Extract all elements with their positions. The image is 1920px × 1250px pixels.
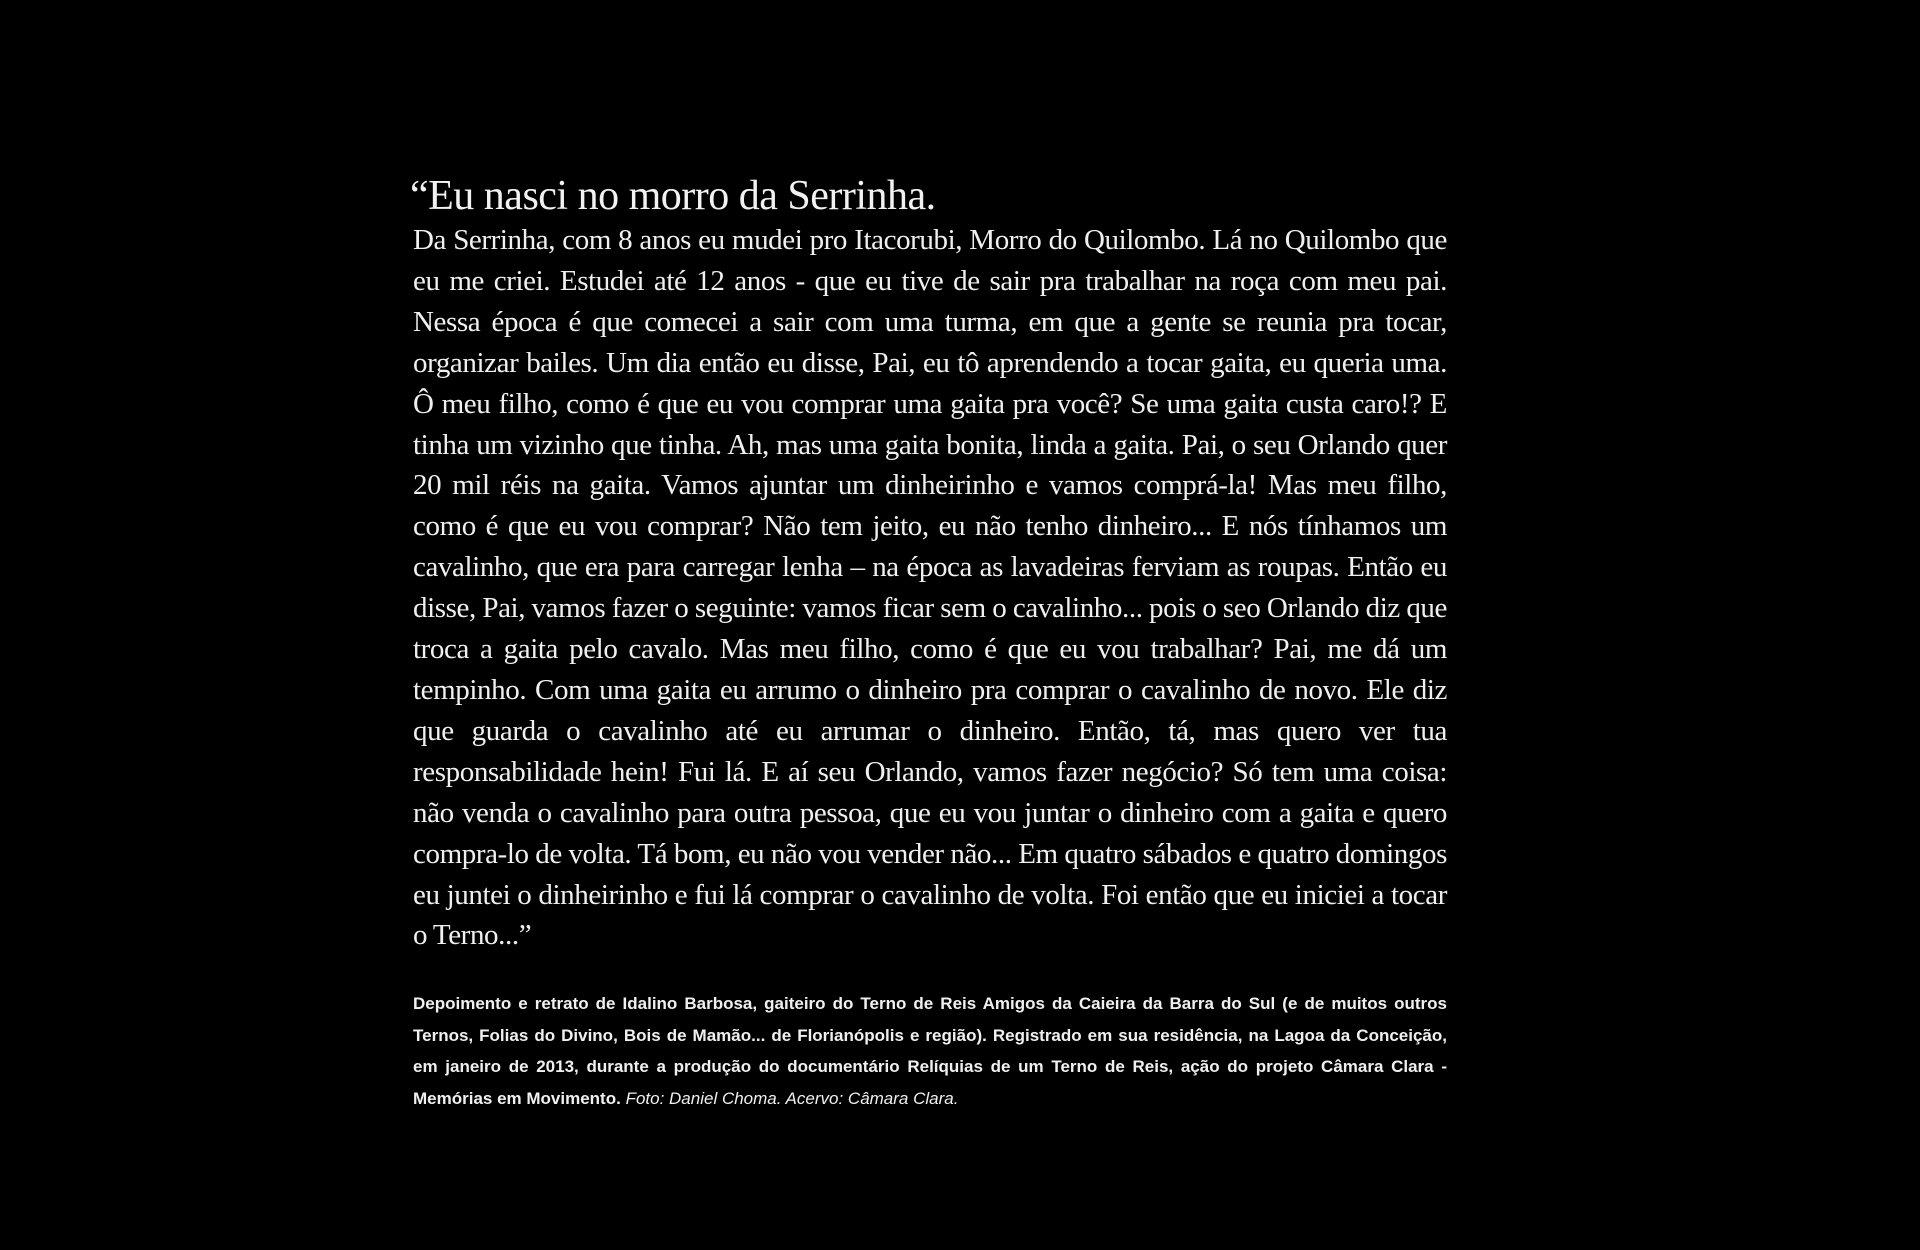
photo-credit: Foto: Daniel Choma. Acervo: Câmara Clara. [625, 1088, 959, 1108]
caption [413, 988, 1447, 1114]
quote-title: “Eu nasci no morro da Serrinha. [410, 173, 936, 219]
testimony-block [410, 172, 1447, 1114]
quote-body: Da Serrinha, com 8 anos eu mudei pro Itacorubi, Morro do Quilombo. Lá no Quilombo que eu me criei. Estudei até 12 anos - que eu tive de sair pra trabalhar na roça com meu pai. Nessa época é que comecei a sair com uma turma, em que a gente se reunia pra tocar, organizar bailes. Um dia então eu disse, Pai, eu tô aprendendo a tocar gaita, eu queria uma. Ô meu filho, como é que eu vou comprar uma gaita pra você? Se uma gaita custa caro!? E tinha um vizinho que tinha. Ah, mas uma gaita bonita, linda a gaita. Pai, o seu Orlando quer 20 mil réis na gaita. Vamos ajuntar um dinheirinho e vamos comprá-la! Mas meu filho, como é que eu vou comprar? Não tem jeito, eu não tenho dinheiro... E nós tínhamos um cavalinho, que era para carregar lenha – na época as lavadeiras ferviam as roupas. Então eu disse, Pai, vamos fazer o seguinte: vamos ficar sem o cavalinho... pois o seo Orlando diz que troca a gaita pelo cavalo. Mas meu filho, como é que eu vou trabalhar? Pai, me dá um tempinho. Com uma gaita eu arrumo o dinheiro pra comprar o cavalinho de novo. Ele diz que guarda o cavalinho até eu arrumar o dinheiro. Então, tá, mas quero ver tua responsabilidade hein! Fui lá. E aí seu Orlando, vamos fazer negócio? Só tem uma coisa: não venda o cavalinho para outra pessoa, que eu vou juntar o dinheiro com a gaita e quero compra-lo de volta. Tá bom, eu não vou vender não... Em quatro sábados e quatro domingos eu juntei o dinheirinho e fui lá comprar o cavalinho de volta. Foi então que eu iniciei a tocar o Terno...” [413, 224, 1447, 952]
caption-description: Depoimento e retrato de Idalino Barbosa, gaiteiro do Terno de Reis Amigos da Caieira da Barra do Sul (e de muitos outros Ternos, Folias do Divino, Bois de Mamão... de Florianópolis e região). Registrado em sua residência, na Lagoa da Conceição, em janeiro de 2013, durante a produção do documentário Relíquias de um Terno de Reis, ação do projeto Câmara Clara - Memórias em Movimento. [413, 994, 1447, 1108]
